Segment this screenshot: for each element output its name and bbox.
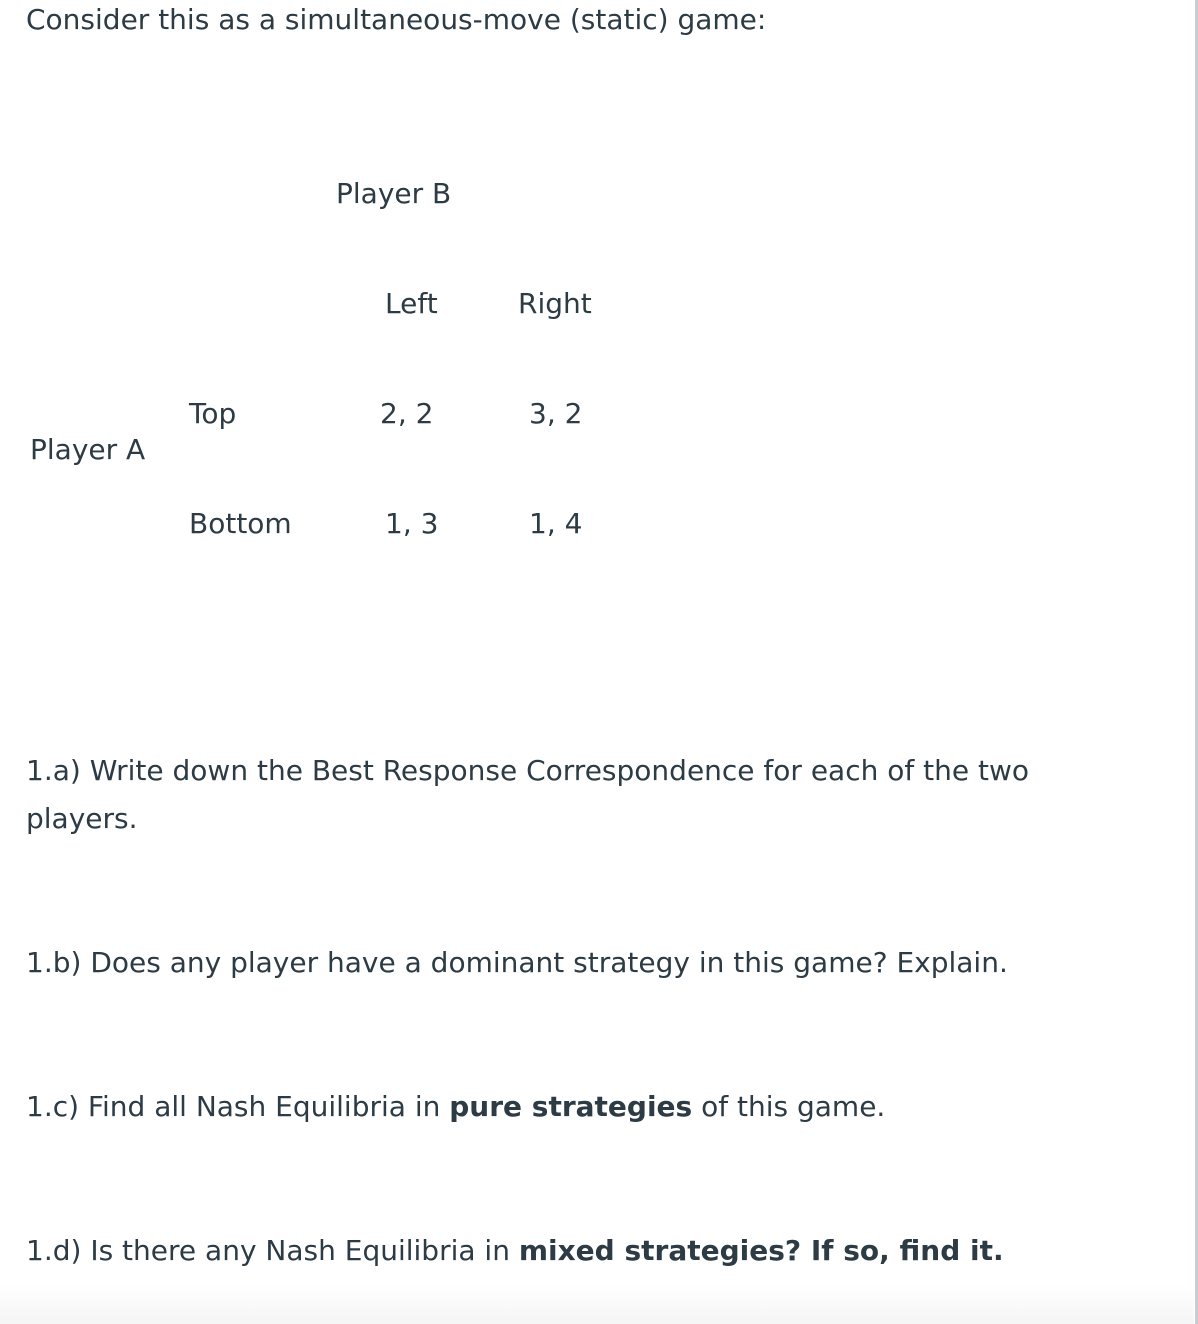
bottom-fade <box>0 1284 1194 1324</box>
payoff-top-left: 2, 2 <box>380 397 434 430</box>
question-1d-prefix: 1.d) Is there any Nash Equilibria in <box>26 1234 519 1267</box>
payoff-bottom-right: 1, 4 <box>529 507 583 540</box>
payoff-top-right: 3, 2 <box>529 397 583 430</box>
question-1a: 1.a) Write down the Best Response Correspondence for each of the two players. <box>26 754 1030 835</box>
question-1c-prefix: 1.c) Find all Nash Equilibria in <box>26 1090 450 1123</box>
question-1c-bold: pure strategies <box>449 1090 693 1123</box>
player-a-label: Player A <box>30 433 146 466</box>
row-header-top: Top <box>189 397 237 430</box>
question-1c-suffix: of this game. <box>692 1090 886 1123</box>
question-1d <box>26 1227 1004 1275</box>
col-header-right: Right <box>518 287 592 320</box>
question-1c <box>26 1083 885 1131</box>
col-header-left: Left <box>385 287 438 320</box>
row-header-bottom: Bottom <box>189 507 292 540</box>
question-1b: 1.b) Does any player have a dominant strategy in this game? Explain. <box>26 946 1008 979</box>
question-1d-bold: mixed strategies? If so, find it. <box>518 1234 1004 1267</box>
intro-text: Consider this as a simultaneous-move (static) game: <box>26 3 767 36</box>
player-b-label: Player B <box>336 177 452 210</box>
payoff-bottom-left: 1, 3 <box>385 507 439 540</box>
